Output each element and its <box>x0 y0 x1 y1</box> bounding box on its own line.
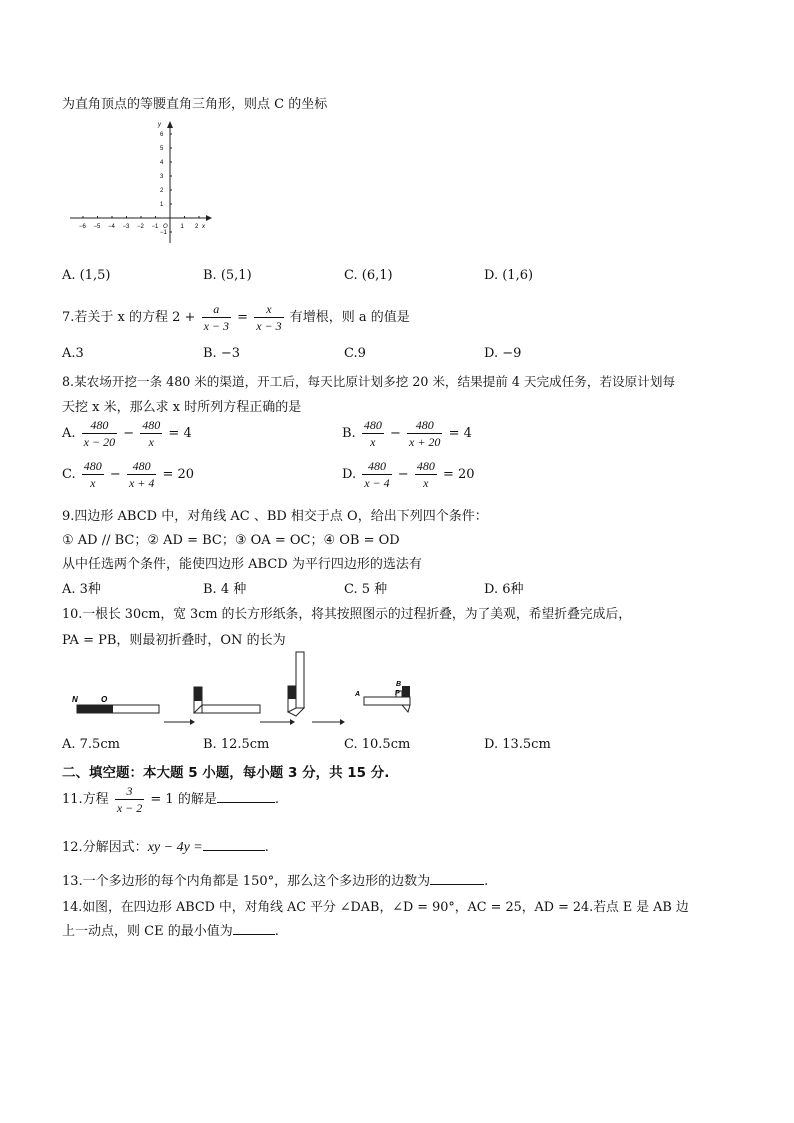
q12-answer-blank[interactable] <box>203 840 265 851</box>
q7-option-b[interactable]: B. −3 <box>203 346 240 361</box>
q7-option-c[interactable]: C.9 <box>344 346 366 361</box>
q6-option-d[interactable]: D. (1,6) <box>484 268 534 283</box>
q13-stem: 13.一个多边形的每个内角都是 150°，那么这个多边形的边数为 . <box>62 874 489 889</box>
q7-fraction-1: $\frac{a}{x - 3}$ <box>203 302 230 333</box>
q10-line-2: PA = PB，则最初折叠时，ON 的长为 <box>62 633 286 648</box>
q9-line-1: 9.四边形 ABCD 中，对角线 AC 、BD 相交于点 O，给出下列四个条件： <box>62 509 488 524</box>
q14-line-1: 14.如图，在四边形 ABCD 中，对角线 AC 平分 ∠DAB，∠D = 90°，AC = 25，AD = 24.若点 E 是 AB 边 <box>62 900 689 915</box>
q9-option-b[interactable]: B. 4 种 <box>203 582 247 597</box>
x-tick-label: −2 <box>137 224 144 230</box>
q8-option-b[interactable]: B. $\frac{480}{x}$ − $\frac{480}{x + 20}$ = 4 <box>342 418 472 449</box>
q10-option-d[interactable]: D. 13.5cm <box>484 737 551 752</box>
y-tick-label: 2 <box>160 188 164 194</box>
q9-option-a[interactable]: A. 3种 <box>62 582 101 597</box>
x-axis-label: x <box>202 224 205 230</box>
q9-option-c[interactable]: C. 5 种 <box>344 582 388 597</box>
origin-label: O <box>163 224 168 230</box>
q12-stem: 12.分解因式：xy − 4y = . <box>62 840 269 855</box>
x-tick-label: −3 <box>122 224 130 230</box>
q6-option-b[interactable]: B. (5,1) <box>203 268 252 283</box>
q14-line-2: 上一动点，则 CE 的最小值为 . <box>62 924 279 939</box>
q10-line-1: 10.一根长 30cm，宽 3cm 的长方形纸条，将其按照图示的过程折叠，为了美观，希望折叠完成后， <box>62 607 632 622</box>
q8-option-c[interactable]: C. $\frac{480}{x}$ − $\frac{480}{x + 4}$ = 20 <box>62 459 195 490</box>
q7-option-d[interactable]: D. −9 <box>484 346 522 361</box>
x-tick-label: 1 <box>180 224 184 230</box>
label-o: O <box>101 695 108 704</box>
q9-line-3: 从中任选两个条件，能使四边形 ABCD 为平行四边形的选法有 <box>62 557 422 572</box>
y-tick-label: 4 <box>160 160 164 166</box>
q9-line-2: ① AD // BC；② AD = BC；③ OA = OC；④ OB = OD <box>62 533 400 548</box>
q9-option-d[interactable]: D. 6种 <box>484 582 524 597</box>
q7-equals: = <box>237 310 249 325</box>
q14-answer-blank[interactable] <box>233 924 275 935</box>
q7-prefix: 7.若关于 x 的方程 2 + <box>62 310 196 325</box>
label-b: B <box>396 681 402 688</box>
section-2-title: 二、填空题：本大题 5 小题，每小题 3 分，共 15 分. <box>62 765 390 781</box>
x-tick-label: −4 <box>108 224 115 230</box>
x-tick-label: −6 <box>79 224 86 230</box>
q8-option-d[interactable]: D. $\frac{480}{x - 4}$ − $\frac{480}{x}$ = 20 <box>342 459 475 490</box>
q8-line-2: 天挖 x 米，那么求 x 时所列方程正确的是 <box>62 400 302 415</box>
q11-stem: 11.方程 $\frac{3}{x - 2}$ = 1 的解是 . <box>62 784 279 815</box>
y-tick-label: 5 <box>160 146 164 152</box>
q11-answer-blank[interactable] <box>217 792 275 803</box>
x-tick-label: −1 <box>151 224 159 230</box>
y-tick-label: −1 <box>160 230 167 236</box>
x-tick-label: 2 <box>195 224 199 230</box>
q10-folding-diagram <box>62 650 432 732</box>
q7-stem <box>62 302 410 333</box>
label-n: N <box>72 695 78 704</box>
q10-option-c[interactable]: C. 10.5cm <box>344 737 411 752</box>
y-tick-label: 6 <box>160 132 164 138</box>
y-axis-label: y <box>158 122 161 128</box>
x-tick-label: −5 <box>93 224 101 230</box>
q6-continuation: 为直角顶点的等腰直角三角形，则点 C 的坐标 <box>62 97 328 112</box>
q13-answer-blank[interactable] <box>430 874 484 885</box>
q7-suffix: 有增根，则 a 的值是 <box>289 310 410 325</box>
q7-option-a[interactable]: A.3 <box>62 346 84 361</box>
label-a: A <box>355 691 361 698</box>
q6-option-a[interactable]: A. (1,5) <box>62 268 111 283</box>
q6-option-c[interactable]: C. (6,1) <box>344 268 393 283</box>
q10-option-b[interactable]: B. 12.5cm <box>203 737 270 752</box>
y-tick-label: 3 <box>160 174 164 180</box>
y-tick-label: 1 <box>160 202 164 208</box>
q7-fraction-2: $\frac{x}{x - 3}$ <box>256 302 282 333</box>
q8-option-a[interactable]: A. $\frac{480}{x - 20}$ − $\frac{480}{x}$ = 4 <box>62 418 192 449</box>
q8-line-1: 8.某农场开挖一条 480 米的渠道，开工后，每天比原计划多挖 20 米，结果提前 4 天完成任务，若设原计划每 <box>62 374 676 389</box>
label-p: P <box>395 690 400 697</box>
q6-coordinate-graph <box>62 118 212 248</box>
q11-fraction: $\frac{3}{x - 2}$ <box>116 784 143 815</box>
q10-option-a[interactable]: A. 7.5cm <box>62 737 120 752</box>
